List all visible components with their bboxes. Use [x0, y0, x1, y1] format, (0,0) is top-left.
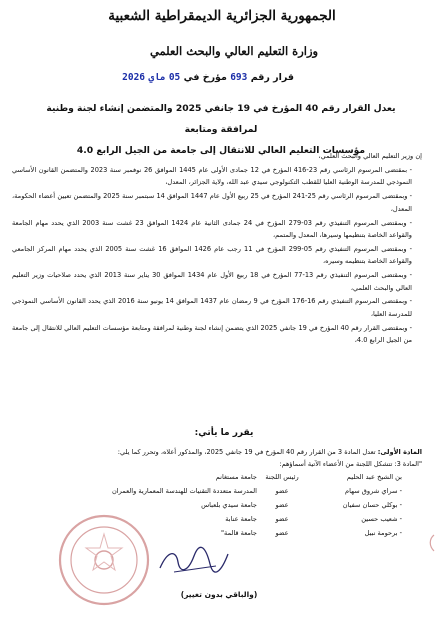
margin-mark-icon — [428, 534, 436, 552]
member-affiliation: المدرسة متعددة التقنيات للهندسة المعمارية والعمران — [111, 487, 257, 495]
preamble-item: - وبمقتضى المرسوم التنفيذي رقم 16-176 المؤرخ في 9 رمضان عام 1437 الموافق 14 يونيو سنة 2016 الذي يحدد القانون الأساسي النموذجي للمدرسة العليا، — [12, 297, 413, 318]
member-name: - شعيب حسين — [361, 515, 402, 523]
preamble-intro: إن وزير التعليم العالي والبحث العلمي، — [318, 152, 422, 160]
decree-title-line2: مؤسسات التعليم العالي للانتقال إلى جامعة من الجيل الرابع 4.0 — [76, 145, 366, 156]
preamble-item: - وبمقتضى المرسوم التنفيذي رقم 05-299 المؤرخ في 11 رجب عام 1426 الموافق 16 غشت سنة 2005 الذي يحدد مهام المركز الجامعي والقواعد الخاصة بتنظيمه وسيره، — [12, 244, 413, 266]
article-1-label: المادة الأولى: — [377, 448, 422, 456]
decides-heading: يقرر ما يأتي: — [194, 428, 254, 438]
member-affiliation: جامعة قالمة" — [221, 529, 257, 537]
member-role: عضو — [275, 515, 289, 523]
article-1 — [12, 446, 422, 470]
ministry-header: وزارة التعليم العالي والبحث العلمي — [149, 44, 319, 58]
preamble — [12, 150, 422, 348]
decree-title-line1: يعدل القرار رقم 40 المؤرخ في 19 جانفي 2025 والمتضمن إنشاء لجنة وطنية لمرافقة ومتابعة — [46, 103, 396, 135]
preamble-item: - بمقتضى المرسوم الرئاسي رقم 23-416 المؤرخ في 12 جمادى الأولى عام 1445 الموافق 26 نوفمبر سنة 2023 والمتضمن القانون الأساسي النموذجي للمدرسة الوطنية العليا للقطب التكنولوجي سيدي عبد الله، ولاية الجزائر، المعدل، — [12, 165, 413, 187]
member-role: عضو — [275, 487, 289, 495]
decree-date-year: 2026 — [122, 72, 146, 83]
preamble-item: - وبمقتضى المرسوم التنفيذي رقم 13-77 المؤرخ في 18 ربيع الأول عام 1434 الموافق 30 يناير سنة 2013 الذي يحدد صلاحيات وزير التعليم العالي والبحث العلمي، — [12, 271, 413, 292]
member-affiliation: جامعة عنابة — [225, 515, 257, 523]
article-1-text: تعدل المادة 3 من القرار رقم 40 المؤرخ في 19 جانفي 2025، والمذكور أعلاه، وتحرر كما يلي: — [117, 448, 376, 456]
member-name: - برحومة نبيل — [364, 529, 402, 537]
preamble-item: - وبمقتضى المرسوم الرئاسي رقم 25-241 المؤرخ في 25 ربيع الأول عام 1447 الموافق 14 سبتمبر سنة 2025 والمتضمن تعيين أعضاء الحكومة، المعدل، — [12, 192, 413, 213]
republic-header: الجمهورية الجزائرية الديمقراطية الشعبية — [108, 8, 336, 24]
decree-number: 693 — [230, 72, 248, 83]
closing-note: (والباقي بدون تغيير) — [180, 590, 258, 599]
member-affiliation: جامعة سيدي بلعباس — [201, 501, 257, 509]
decree-label: قرار رقم — [250, 72, 294, 83]
member-role: رئيس اللجنة — [265, 473, 299, 481]
article-1-quote: "المادة 3: تتشكل اللجنة من الأعضاء الآتية أسماؤهم: — [279, 460, 422, 468]
committee-member-row — [32, 498, 402, 512]
signature-icon — [154, 542, 234, 578]
preamble-item: - وبمقتضى القرار رقم 40 المؤرخ في 19 جانفي 2025 الذي يتضمن إنشاء لجنة وطنية لمرافقة ومتابعة مؤسسات التعليم العالي للانتقال إلى جامعة من الجيل الرابع 4.0، — [12, 323, 412, 345]
member-role: عضو — [275, 529, 289, 537]
committee-member-row — [32, 484, 402, 498]
member-name: بن الشيخ عبد الحليم — [346, 473, 402, 481]
decree-date-month: ماي — [148, 72, 166, 83]
decree-reference — [94, 72, 294, 83]
decree-dated-label: مؤرخ في — [183, 72, 227, 83]
member-role: عضو — [275, 501, 289, 509]
preamble-item: - وبمقتضى المرسوم التنفيذي رقم 03-279 المؤرخ في 24 جمادى الثانية عام 1424 الموافق 23 غشت سنة 2003 الذي يحدد مهام الجامعة والقواعد الخاصة بتنظيمها وسيرها، المعدل والمتمم، — [12, 218, 413, 239]
official-seal-icon — [56, 512, 152, 608]
decree-date-day: 05 — [168, 72, 181, 83]
member-name: - بوكلي حسان سفيان — [342, 501, 402, 509]
member-name: - سراي شروق سهام — [345, 487, 402, 495]
committee-chair-row — [32, 470, 402, 484]
member-affiliation: جامعة مستغانم — [215, 473, 257, 481]
